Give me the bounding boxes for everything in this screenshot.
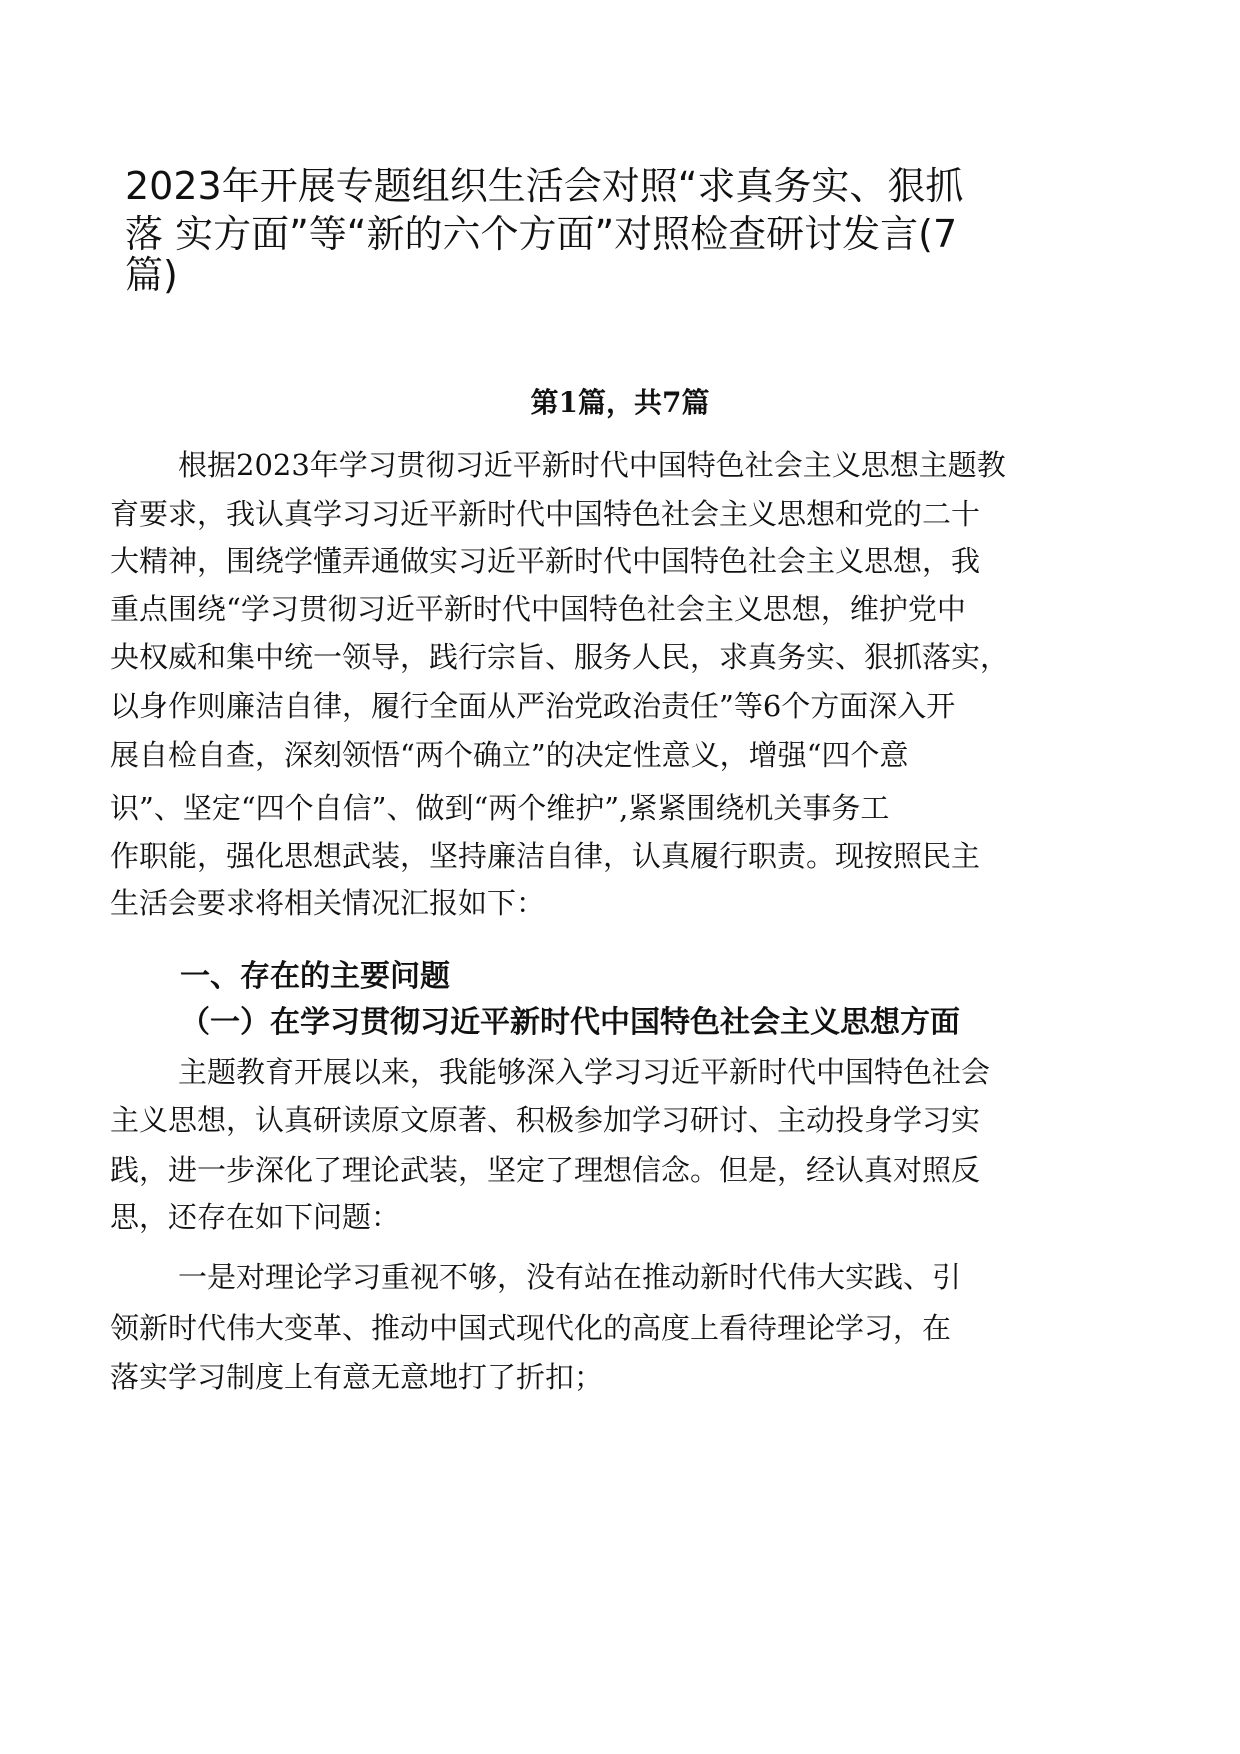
- paragraph-1-line: 识”、坚定“四个自信”、做到“两个维护”,紧紧围绕机关事务工: [110, 791, 890, 825]
- paragraph-2-line: 主题教育开展以来，我能够深入学习习近平新时代中国特色社会: [178, 1055, 991, 1089]
- document-title-line-1: 2023年开展专题组织生活会对照“求真务实、狠抓: [125, 164, 964, 208]
- paragraph-1-line: 育要求，我认真学习习近平新时代中国特色社会主义思想和党的二十: [110, 497, 981, 531]
- paragraph-1-line: 作职能，强化思想武装，坚持廉洁自律，认真履行职责。现按照民主: [110, 839, 981, 873]
- paragraph-2-line: 践，进一步深化了理论武装，坚定了理想信念。但是，经认真对照反: [110, 1153, 981, 1187]
- subsection-heading: （一）在学习贯彻习近平新时代中国特色社会主义思想方面: [180, 1005, 960, 1040]
- paragraph-1-line: 根据2023年学习贯彻习近平新时代中国特色社会主义思想主题教: [178, 448, 1006, 482]
- paragraph-1-line: 展自检自查，深刻领悟“两个确立”的决定性意义，增强“四个意: [110, 738, 909, 772]
- paragraph-3-line: 领新时代伟大变革、推动中国式现代化的高度上看待理论学习，在: [110, 1311, 952, 1345]
- section-heading: 一、存在的主要问题: [180, 959, 450, 994]
- paragraph-2-line: 主义思想，认真研读原文原著、积极参加学习研讨、主动投身学习实: [110, 1103, 981, 1137]
- paragraph-1-line: 以身作则廉洁自律，履行全面从严治党政治责任”等6个方面深入开: [110, 689, 956, 723]
- paragraph-1-line: 重点围绕“学习贯彻习近平新时代中国特色社会主义思想，维护党中: [110, 592, 966, 626]
- paragraph-3-line: 一是对理论学习重视不够，没有站在推动新时代伟大实践、引: [178, 1260, 962, 1294]
- paragraph-1-line: 生活会要求将相关情况汇报如下：: [110, 886, 546, 920]
- document-title-line-3: 篇): [125, 253, 178, 297]
- document-title-line-2: 落 实方面”等“新的六个方面”对照检查研讨发言(7: [125, 212, 958, 256]
- paragraph-1-line: 央权威和集中统一领导，践行宗旨、服务人民，求真务实、狠抓落实，: [110, 640, 1010, 674]
- paragraph-2-line: 思，还存在如下问题：: [110, 1200, 401, 1234]
- document-subtitle: 第1篇，共7篇: [530, 386, 710, 419]
- paragraph-1-line: 大精神，围绕学懂弄通做实习近平新时代中国特色社会主义思想，我: [110, 544, 981, 578]
- paragraph-3-line: 落实学习制度上有意无意地打了折扣；: [110, 1360, 604, 1394]
